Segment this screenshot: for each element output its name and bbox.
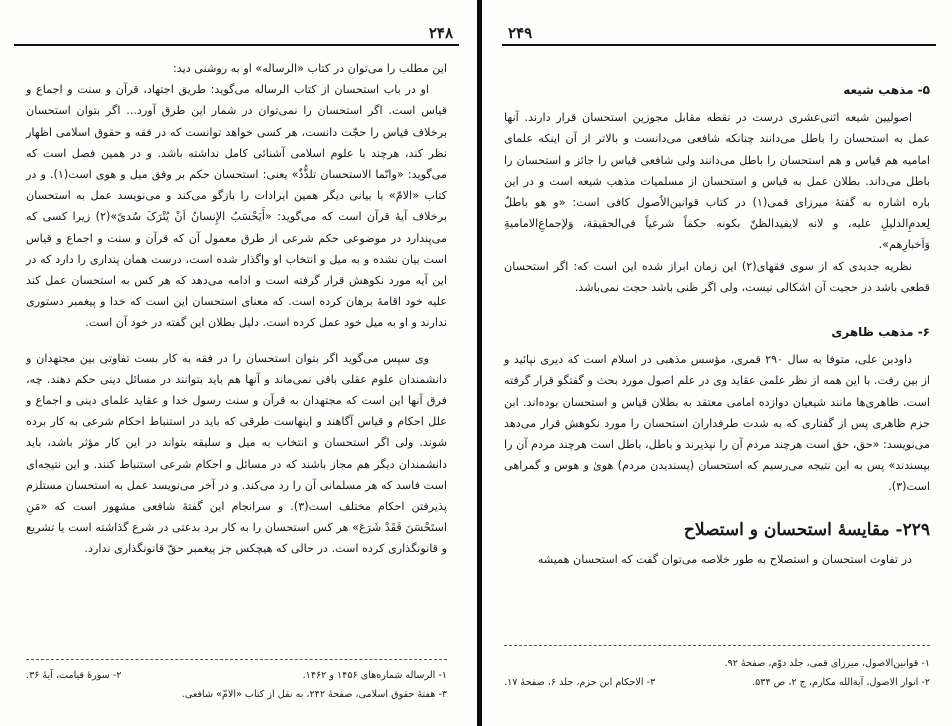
section-heading: ۵- مذهب شیعه [843, 83, 930, 97]
section-title: ۲۲۹- مقایسهٔ استحسان و استصلاح [683, 519, 930, 540]
footnote-3: ۳- هفتهٔ حقوق اسلامی، صفحهٔ ۲۴۲، به نقل از کتاب «الامّ» شافعی. [181, 689, 447, 700]
page-body [26, 58, 447, 560]
footnote-3: ۳- الاحکام ابن حزم، جلد ۶، صفحهٔ ۱۷. [504, 677, 656, 688]
page-header [502, 24, 936, 46]
page-body [504, 66, 930, 570]
footnote-divider [26, 659, 447, 660]
paragraph: اصولیین شیعه اثنی‌عشری درست در نقطه مقابل مجوزین استحسان قرار دارند. آنها عمل به استحسان را باطل می‌دانند چنانکه شافعی می‌دانست و بالاتر از آن اینکه علمای امامیه هم قیاس و هم استحسان را باطل می‌دانند ولی شافعی قیاس را جائز و استحسان را باطل می‌داند. بطلان عمل به قیاس و استحسان از مسلمیات مذهب شیعه است و در این باره اشاره به گفتهٔ میرزای قمی(۱) در کتاب قوانین‌الاُصول کافی است: «و هو باطلٌ لِعدمِ‌الدلیلِ علیه، و لانه لایفیدالظنّ بکونه حکماً شرعیاً فی‌الحقیقة، وَلإجماعِ‌الامامیةِ وَاَخبارِهم». [504, 111, 930, 252]
footnote-2: ۲- سورهٔ قیامت، آیهٔ ۳۶. [26, 670, 122, 681]
page-number: ۲۴۹ [508, 24, 533, 42]
footnotes [26, 666, 447, 704]
paragraph: نظریه جدیدی که از سوی فقهای(۲) این زمان ابراز شده این است که: اگر استحسان قطعی باشد در حجیت آن اشکالی نیست، ولی اگر ظنی باشد حجت نمی‌باشد. [504, 259, 930, 294]
paragraph: داودبن علی، متوفا به سال ۲۹۰ قمری، مؤسس مذهبی در اسلام است که دیری نپائید و از بین رفت. با این همه از نظر علمی عقاید وی در علم اصول مورد بحث و گفتگو قرار گرفته است. ظاهری‌ها مانند شیعیان دوازده امامی معتقد به بطلان قیاس و استحسان بوده‌اند. ابن حزم ظاهری پس از گفتاری که به شدت طرفداران استحسان را مورد نکوهش قرار می‌دهد می‌نویسد: «حق، حق است هرچند مردم آن را نپذیرند و باطل، باطل است هرچند مردم آن را بپسندند» پس به این نتیجه می‌رسیم که استحسان (پسندیدن مردم) هویٰ و هوس و گمراهی است(۳). [504, 353, 930, 494]
footnote-divider [504, 645, 930, 646]
header-rule [14, 44, 459, 46]
section-heading: ۶- مذهب ظاهری [831, 325, 930, 340]
footnote-1: ۱- قوانین‌الاصول، میرزای قمی، جلد دوّم، صفحهٔ ۹۲. [724, 658, 930, 669]
footnote-2: ۲- انوار الاصول، آیةالله مکارم، ج ۲، ص ۵۳۴. [752, 677, 930, 688]
page-header [14, 24, 459, 46]
footnotes [504, 654, 930, 692]
paragraph: وی سپس می‌گوید اگر بتوان استحسان را در فقه به کار بست تفاوتی بین مجتهدان و دانشمندان علوم عقلی باقی نمی‌ماند و آنها هم باید بتوانند در مسائل دینی حکم دهند. چه، فرق آنها این است که مجتهدان به قرآن و سنت رسول خدا و عقاید علمای دینی و اجماع و علل احکام و قیاس آگاهند و اینهاست طرقی که باید در استنباط احکام شرعی به کار برده شوند. ولی اگر استحسان و انتخاب به میل و سلیقه بتواند در این کار مؤثر باشد، باید دانشمندان دیگر هم مجاز باشند که در مسائل و احکام شرعی استنباط کنند. و این نتیجه‌ای است فاسد که هر مسلمانی آن را رد می‌کند. و در آخر می‌نویسد عمل به استحسان مستلزم پذیرفتن احکام مختلف است(۳). و سرانجام این گفتهٔ شافعی مشهور است که «مَنِ استَحْسَنَ فَقَدْ شَرَعَ» هر کس استحسان را به کار برد بدعتی در شرع گذاشته است یا تشریع و قانونگذاری کرده است. در حالی که هیچکس جز پیغمبر حقّ قانونگذاری ندارد. [26, 351, 447, 556]
right-page [482, 0, 952, 726]
paragraph: در تفاوت استحسان و استصلاح به طور خلاصه می‌توان گفت که استحسان همیشه [537, 552, 912, 566]
footnote-1: ۱- الرساله شماره‌های ۱۴۵۶ و ۱۴۶۲. [302, 670, 447, 681]
paragraph: او در باب استحسان از کتاب الرساله می‌گوید: طریق اجتهاد، قرآن و سنت و اجماع و قیاس است. اگر استحسان را نمی‌توان در شمار این طرق آورد... اگر بتوان استحسان برخلاف قیاس را حجّت دانست، هر کسی خواهد توانست که در فقه و حقوق اسلامی اظهار نظر کند، هرچند با علوم اسلامی آشنائی کامل نداشته باشد. و در همین فصل است که می‌گوید: «وانّما الاستحسان تلذُّذٌ» یعنی: استحسان حکم بر وفق میل و هوی است(۱). و در کتاب «الامّ» با بیانی دیگر همین ایرادات را بازگو می‌کند و می‌نویسد عمل به استحسان برخلاف آیهٔ قرآن است که می‌گوید: «أَیَحْسَبُ الإِنسانُ اَنْ یُتْرَکَ سُدیً»(۲) زیرا کسی که می‌پندارد در موضوعی حکم شرعی از طرق معمول آن که قرآن و سنت و اجماع و قیاس است بیان نشده و به میل و انتخاب او واگذار شده است، درست همان پنداری را دارد که در این آیه مورد نکوهش قرار گرفته است و ادامه می‌دهد که هر کس به استحسان عمل کند علیه خود اقامهٔ برهان کرده است. که معنای استحسان این است که خدا و پیغمبر دستوری ندارند و او به میل خود عمل کرده است. دلیل بطلان این گفته در خود آن است. [26, 83, 447, 330]
header-rule [502, 44, 936, 46]
paragraph: این مطلب را می‌توان در کتاب «الرساله» او به روشنی دید: [172, 62, 447, 75]
page-number: ۲۴۸ [428, 24, 453, 42]
